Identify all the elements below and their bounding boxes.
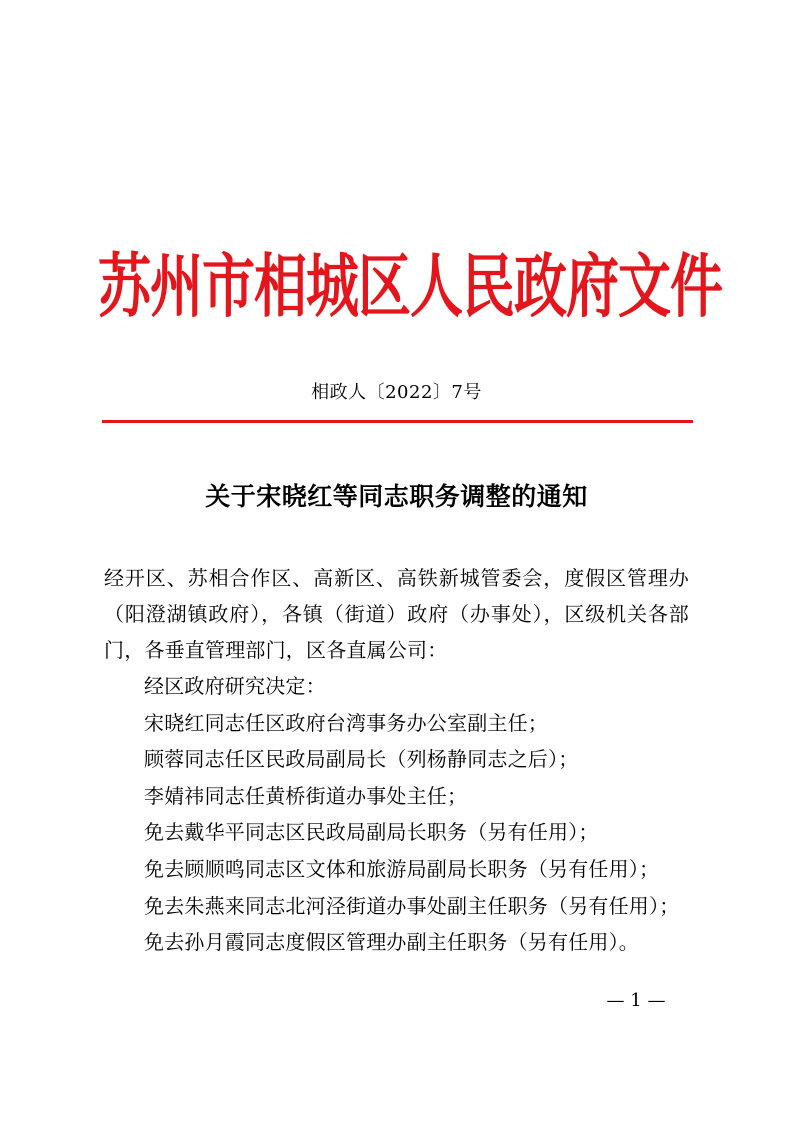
document-title: 关于宋晓红等同志职务调整的通知 (205, 482, 588, 511)
decision-list (104, 705, 689, 961)
decision-item: 免去顾顺鸣同志区文体和旅游局副局长职务（另有任用）； (144, 856, 660, 881)
decision-item: 宋晓红同志任区政府台湾事务办公室副主任； (144, 710, 548, 735)
document-masthead: 苏州市相城区人民政府文件 (98, 246, 722, 327)
intro-paragraph: 经区政府研究决定： (144, 674, 326, 698)
decision-item: 李婧祎同志任黄桥街道办事处主任； (144, 783, 468, 808)
document-number: 相政人〔2022〕7号 (311, 382, 482, 403)
addressee-paragraph: 经开区、苏相合作区、高新区、高铁新城管委会，度假区管理办（阳澄湖镇政府），各镇（街道）政府（办事处），区级机关各部门，各垂直管理部门，区各直属公司： (104, 566, 689, 662)
document-body (104, 560, 689, 961)
page-number: — 1 — (606, 990, 666, 1011)
decision-item: 顾蓉同志任区民政局副局长（列杨静同志之后）； (144, 747, 579, 772)
decision-item: 免去孙月霞同志度假区管理办副主任职务（另有任用）。 (144, 930, 639, 955)
red-separator-line (102, 420, 693, 423)
decision-item: 免去戴华平同志区民政局副局长职务（另有任用）； (144, 820, 599, 845)
decision-item: 免去朱燕来同志北河泾街道办事处副主任职务（另有任用）； (144, 893, 680, 918)
